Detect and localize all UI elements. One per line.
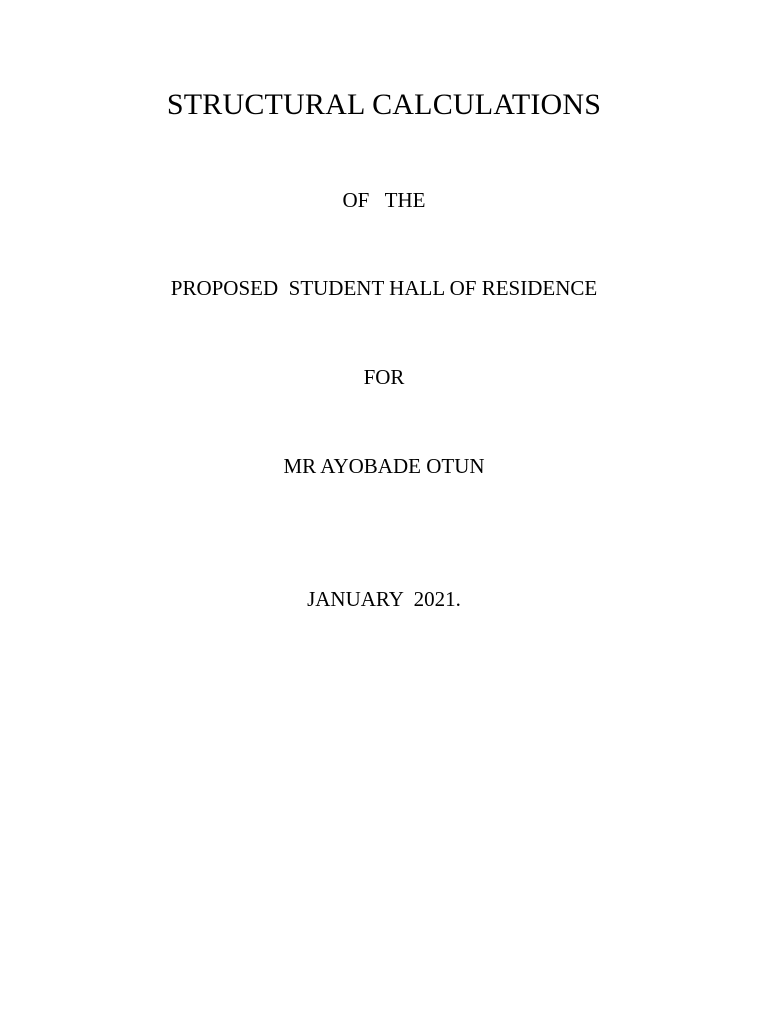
subtitle-for: FOR — [363, 365, 405, 389]
document-title: STRUCTURAL CALCULATIONS — [166, 88, 602, 121]
client-name: MR AYOBADE OTUN — [283, 454, 485, 478]
document-date: JANUARY 2021. — [307, 587, 461, 611]
project-name: PROPOSED STUDENT HALL OF RESIDENCE — [170, 276, 598, 300]
subtitle-of-the: OF THE — [342, 188, 426, 212]
